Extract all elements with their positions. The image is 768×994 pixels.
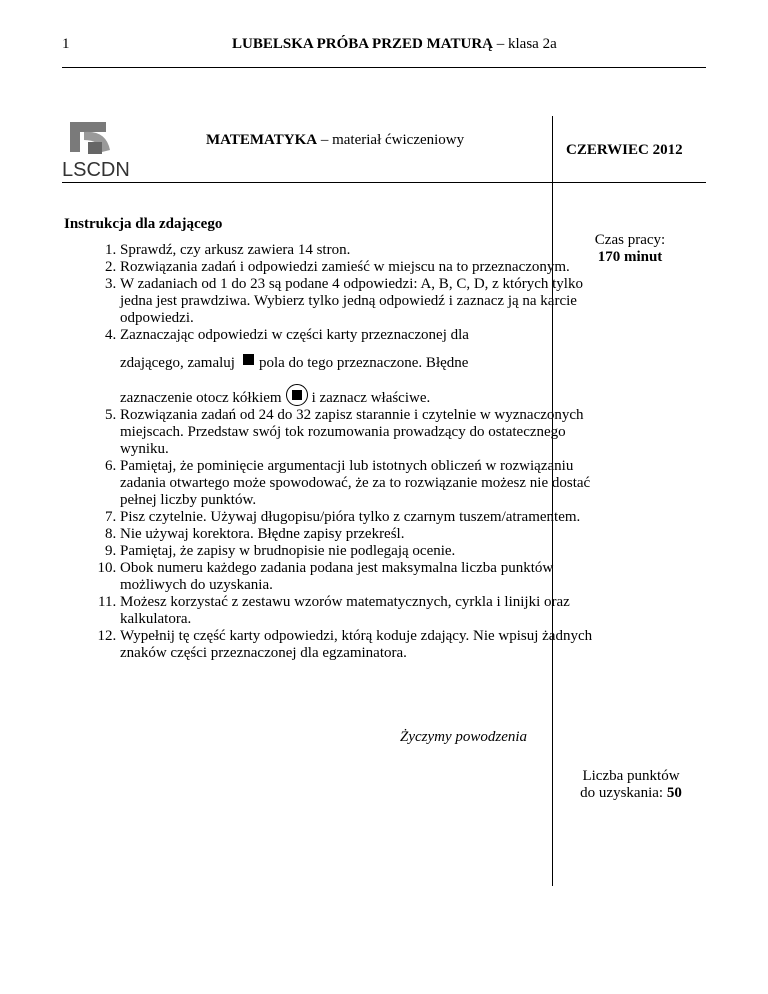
instruction-item: 12. Wypełnij tę część karty odpowiedzi, którą koduje zdający. Nie wpisuj żadnych znaków części przeznaczonej dla egzaminatora. bbox=[120, 628, 596, 662]
points-value: 50 bbox=[666, 785, 682, 801]
subject-name: MATEMATYKA bbox=[206, 132, 318, 148]
points-line bbox=[566, 785, 696, 802]
good-luck-text: Życzymy powodzenia bbox=[400, 729, 528, 745]
page-number: 1 bbox=[62, 36, 70, 52]
instruction-item: 8. Nie używaj korektora. Błędne zapisy przekreśl. bbox=[120, 526, 596, 543]
instruction-item: 7. Pisz czytelnie. Używaj długopisu/pióra tylko z czarnym tuszem/atramentem. bbox=[120, 509, 596, 526]
instructions-list bbox=[62, 242, 596, 662]
instruction-text: pola do tego przeznaczone. Błędne bbox=[258, 355, 469, 371]
lscdn-logo bbox=[62, 118, 140, 180]
section-rule bbox=[62, 182, 706, 183]
time-label: Czas pracy: bbox=[594, 232, 666, 248]
instruction-item: 9. Pamiętaj, że zapisy w brudnopisie nie podlegają ocenie. bbox=[120, 543, 596, 560]
points-label-2: do uzyskania: bbox=[580, 785, 664, 801]
logo-text: LSCDN bbox=[62, 159, 130, 180]
instruction-text: Zaznaczając odpowiedzi w części karty przeznaczonej dla bbox=[120, 327, 469, 343]
page-header bbox=[232, 36, 557, 53]
instruction-item: 5. Rozwiązania zadań od 24 do 32 zapisz starannie i czytelnie w wyznaczonych miejscach. Przedstaw swój tok rozumowania prowadzący do ostatecznego wyniku. bbox=[120, 407, 596, 458]
instruction-text: i zaznacz właściwe. bbox=[311, 390, 431, 406]
exam-date: CZERWIEC 2012 bbox=[566, 142, 683, 158]
logo-mark-icon bbox=[62, 118, 140, 180]
instruction-text: zdającego, zamaluj bbox=[120, 355, 235, 371]
time-box bbox=[570, 232, 690, 266]
instruction-text: zaznaczenie otocz kółkiem bbox=[120, 390, 282, 406]
instruction-text-line bbox=[120, 344, 468, 374]
time-value: 170 minut bbox=[597, 249, 663, 265]
header-title: LUBELSKA PRÓBA PRZED MATURĄ bbox=[232, 36, 494, 52]
instructions-title: Instrukcja dla zdającego bbox=[64, 216, 223, 232]
header-class: – klasa 2a bbox=[493, 36, 557, 52]
points-label: Liczba punktów bbox=[582, 768, 680, 784]
instruction-item: 2. Rozwiązania zadań i odpowiedzi zamieść w miejscu na to przeznaczonym. bbox=[120, 259, 596, 276]
instruction-text-line bbox=[120, 374, 430, 407]
instruction-item: 6. Pamiętaj, że pominięcie argumentacji lub istotnych obliczeń w rozwiązaniu zadania otwartego może spowodować, że za to rozwiązanie możesz nie dostać pełnej liczby punktów. bbox=[120, 458, 596, 509]
subject-description: – materiał ćwiczeniowy bbox=[317, 132, 465, 148]
points-box bbox=[566, 768, 696, 802]
instruction-item bbox=[120, 327, 596, 407]
subject-title bbox=[206, 132, 464, 149]
instruction-item: 3. W zadaniach od 1 do 23 są podane 4 odpowiedzi: A, B, C, D, z których tylko jedna jest prawdziwa. Wybierz tylko jedną odpowiedź i zaznacz ją na karcie odpowiedzi. bbox=[120, 276, 596, 327]
instruction-item: 1. Sprawdź, czy arkusz zawiera 14 stron. bbox=[120, 242, 596, 259]
instruction-item: 10. Obok numeru każdego zadania podana jest maksymalna liczba punktów możliwych do uzyskania. bbox=[120, 560, 596, 594]
header-rule bbox=[62, 67, 706, 68]
circled-square-icon bbox=[286, 384, 308, 406]
filled-square-icon bbox=[243, 354, 254, 365]
instruction-item: 11. Możesz korzystać z zestawu wzorów matematycznych, cyrkla i linijki oraz kalkulatora. bbox=[120, 594, 596, 628]
